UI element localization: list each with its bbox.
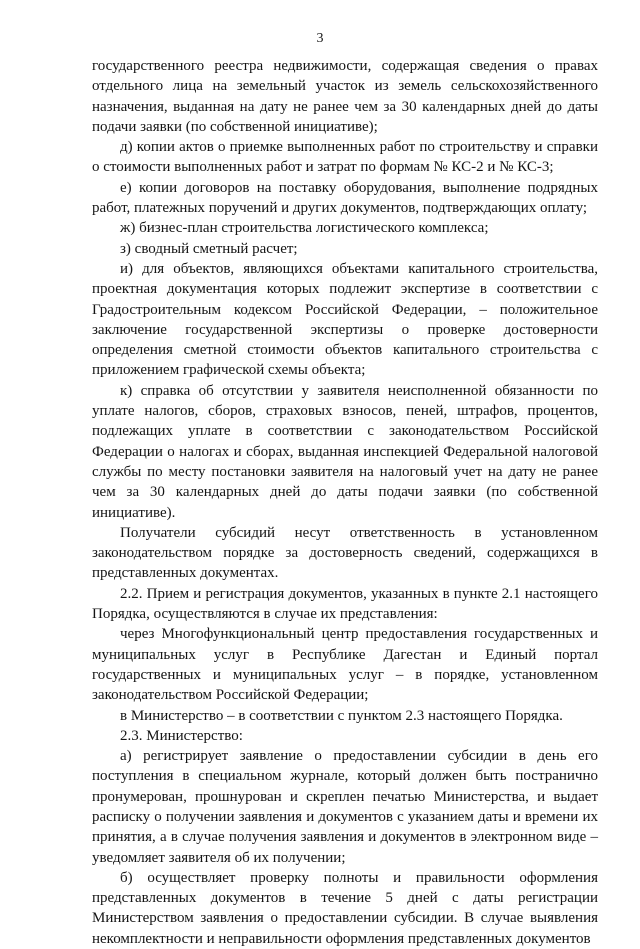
paragraph-responsibility: Получатели субсидий несут ответственность в установленном законодательством порядке за достоверность сведений, содержащихся в представленных документах. — [92, 524, 598, 582]
paragraph-item-e: е) копии договоров на поставку оборудования, выполнение подрядных работ, платежных поручений и других документов, подтверждающих оплату; — [92, 179, 598, 217]
paragraph-section-2-3: 2.3. Министерство: — [120, 727, 243, 744]
paragraph-item-z: з) сводный сметный расчет; — [120, 240, 298, 257]
paragraph-item-d: д) копии актов о приемке выполненных работ по строительству и справки о стоимости выполненных работ и затрат по формам № КС-2 и № КС-3; — [92, 139, 598, 176]
document-body — [92, 56, 598, 949]
paragraph-item-a: а) регистрирует заявление о предоставлении субсидии в день его поступления в специальном журнале, который должен быть постранично пронумерован, прошнурован и скреплен печатью Министерства, и выдает расписку о получении заявления и документов с указанием даты и времени их принятия, а в случае получения заявления и документов в электронном виде – уведомляет заявителя об их получении; — [92, 748, 598, 866]
page-number: 3 — [316, 31, 324, 46]
paragraph-item-i: и) для объектов, являющихся объектами капитального строительства, проектная документация которых подлежит экспертизе в соответствии с Градостроительным кодексом Российской Федерации, – положительное заключение государственной экспертизы о проверке достоверности определения сметной стоимости объектов капитального строительства с приложением графической схемы объекта; — [92, 260, 598, 379]
paragraph-item-b: б) осуществляет проверку полноты и правильности оформления представленных документов в течение 5 дней с даты регистрации Министерством заявления о предоставлении субсидии. В случае выявления некомплектности и неправильности оформления представленных документов — [92, 869, 598, 947]
paragraph-egrn-extract-continued: государственного реестра недвижимости, содержащая сведения о правах отдельного лица на земельный участок из земель сельскохозяйственного назначения, выданная на дату не ранее чем за 30 календарных дней до даты подачи заявки (по собственной инициативе); — [92, 58, 598, 135]
paragraph-mfc-portal: через Многофункциональный центр предоставления государственных и муниципальных услуг в Республике Дагестан и Единый портал государственных и муниципальных услуг – в порядке, установленном законодательством Российской Федерации; — [92, 626, 598, 704]
paragraph-item-k: к) справка об отсутствии у заявителя неисполненной обязанности по уплате налогов, сборов, страховых взносов, пеней, штрафов, процентов, подлежащих уплате в соответствии с законодательством Российской Федерации о налогах и сборах, выданная инспекцией Федеральной налоговой службы по месту постановки заявителя на налоговый учет на дату не ранее чем за 30 календарных дней до даты подачи заявки (по собственной инициативе). — [92, 382, 598, 521]
paragraph-section-2-2: 2.2. Прием и регистрация документов, указанных в пункте 2.1 настоящего Порядка, осуществляются в случае их представления: — [92, 585, 598, 623]
paragraph-item-zh: ж) бизнес-план строительства логистического комплекса; — [120, 220, 489, 237]
paragraph-ministry: в Министерство – в соответствии с пунктом 2.3 настоящего Порядка. — [120, 707, 563, 724]
